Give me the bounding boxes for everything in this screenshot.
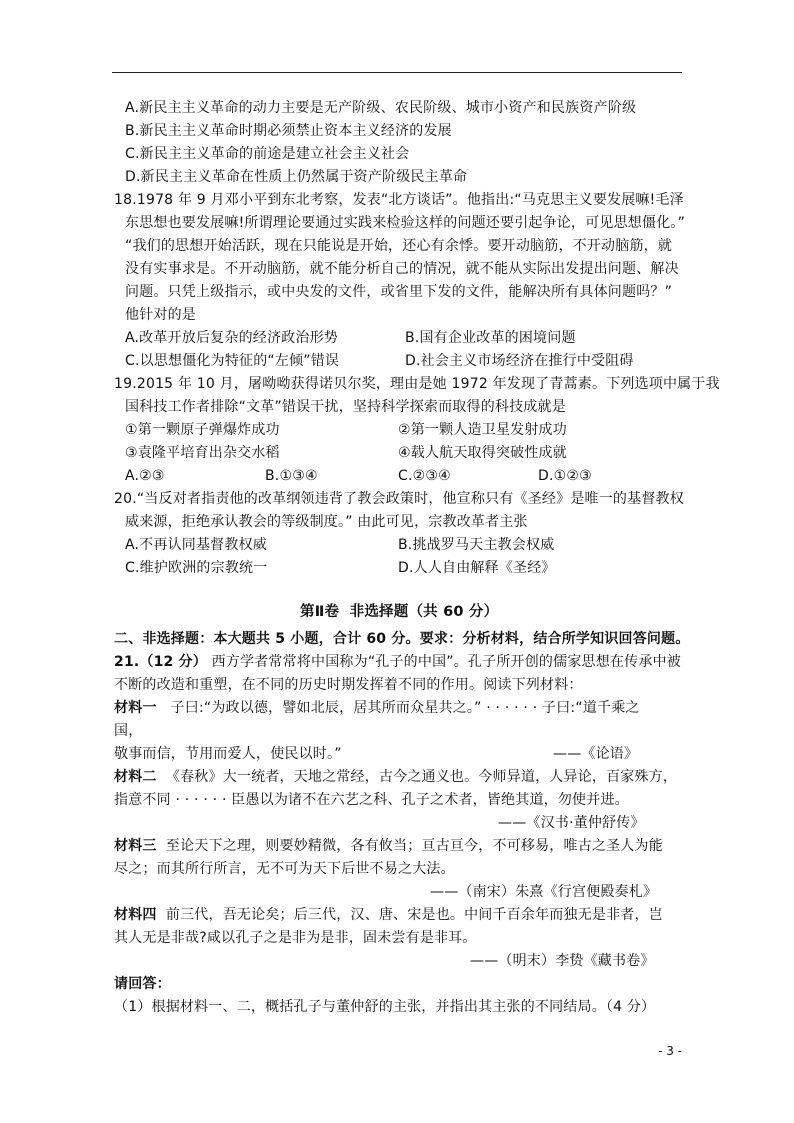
material-3-line1: [114, 838, 663, 854]
page-number: - 3 -: [658, 1044, 682, 1058]
q21-intro-line1: [114, 654, 681, 670]
material-2-source: ——《汉书·董仲舒传》: [498, 815, 645, 831]
q17-option-a: A.新民主主义革命的动力主要是无产阶级、农民阶级、城市小资产和民族资产阶级: [125, 100, 637, 116]
q20-option-b: B.挑战罗马天主教会权威: [398, 537, 555, 553]
material-2-label: 材料二: [114, 769, 157, 785]
material-1-source: ——《论语》: [553, 746, 639, 762]
material-3-source: ——（南宋）朱熹《行宫便殿奏札》: [430, 884, 658, 900]
q19-option-c: C.②③④: [398, 468, 451, 484]
material-1-label: 材料一: [114, 700, 157, 716]
q21-subquestion-1: （1）根据材料一、二，概括孔子与董仲舒的主张，并指出其主张的不同结局。（4 分）: [114, 999, 656, 1015]
material-2-text: 《春秋》大一统者，天地之常经，古今之通义也。今师异道，人异论，百家殊方，: [156, 769, 678, 785]
material-2-line1: [114, 769, 677, 785]
material-4-label: 材料四: [114, 907, 157, 923]
q20-stem-line1: 20.“当反对者指责他的改革纲领违背了教会政策时，他宣称只有《圣经》是唯一的基督教权: [114, 491, 684, 507]
material-1-line3: 敬事而信，节用而爱人，使民以时。”: [114, 746, 342, 762]
material-2-line2: 指意不同 · · · · · · 臣愚以为诸不在六艺之科、孔子之术者，皆绝其道，勿使并进。: [114, 792, 629, 808]
q19-statement-4: ④载人航天取得突破性成就: [398, 445, 567, 461]
material-1-text: 子曰:“为政以德，譬如北辰，居其所而众星共之。” · · · · · · 子曰:“道千乘之: [156, 700, 640, 716]
part2-title: 第Ⅱ卷 非选择题（共 60 分）: [300, 604, 499, 620]
q19-statement-2: ②第一颗人造卫星发射成功: [398, 422, 567, 438]
material-4-text: 前三代，吾无论矣；后三代，汉、唐、宋是也。中间千百余年而独无是非者，岂: [156, 907, 663, 923]
header-rule: [112, 72, 682, 73]
material-1-line1: [114, 700, 640, 716]
q18-stem-line1: 18.1978 年 9 月邓小平到东北考察，发表“北方谈话”。他指出:“马克思主义要发展嘛!毛泽: [114, 192, 684, 208]
q20-option-a: A.不再认同基督教权威: [125, 537, 267, 553]
q17-option-b: B.新民主主义革命时期必须禁止资本主义经济的发展: [125, 123, 452, 139]
q19-option-a: A.②③: [125, 468, 165, 484]
q19-stem-line2: 国科技工作者排除“文革”错误干扰，坚持科学探索而取得的科技成就是: [125, 399, 566, 415]
q18-option-a: A.改革开放后复杂的经济政治形势: [125, 330, 338, 346]
q19-option-d: D.①②③: [538, 468, 592, 484]
material-3-line2: 尽之；而其所行所言，无不可为天下后世不易之大法。: [114, 861, 455, 877]
part2-instruction: 二、非选择题：本大题共 5 小题，合计 60 分。要求：分析材料，结合所学知识回答问题。: [114, 631, 690, 647]
q18-stem-line5: 问题。只凭上级指示，或中央发的文件，或省里下发的文件，能解决所有具体问题吗？”: [125, 284, 673, 300]
q20-option-c: C.维护欧洲的宗教统一: [125, 560, 268, 576]
q18-stem-line6: 他针对的是: [125, 307, 196, 323]
q18-stem-line2: 东思想也要发展嘛!所谓理论要通过实践来检验这样的问题还要引起争论，可见思想僵化。”: [125, 215, 686, 231]
material-3-label: 材料三: [114, 838, 157, 854]
q19-statement-3: ③袁隆平培育出杂交水稻: [125, 445, 280, 461]
q18-option-d: D.社会主义市场经济在推行中受阻碍: [405, 353, 634, 369]
q19-option-b: B.①③④: [265, 468, 318, 484]
q21-intro-line2: 不断的改造和重塑，在不同的历史时期发挥着不同的作用。阅读下列材料：: [114, 677, 583, 693]
q18-stem-line3: “我们的思想开始活跃，现在只能说是开始，还心有余悸。要开动脑筋，不开动脑筋，就: [125, 238, 673, 254]
material-4-line1: [114, 907, 663, 923]
material-1-line2: 国，: [114, 723, 143, 739]
q18-stem-line4: 没有实事求是。不开动脑筋，就不能分析自己的情况，就不能从实际出发提出问题、解决: [125, 261, 679, 277]
q19-statement-1: ①第一颗原子弹爆炸成功: [125, 422, 280, 438]
q17-option-d: D.新民主主义革命在性质上仍然属于资产阶级民主革命: [125, 169, 468, 185]
q18-option-b: B.国有企业改革的困境问题: [405, 330, 576, 346]
material-3-text: 至论天下之理，则要妙精微，各有攸当；亘古亘今，不可移易，唯古之圣人为能: [156, 838, 663, 854]
q17-option-c: C.新民主主义革命的前途是建立社会主义社会: [125, 146, 410, 162]
q21-intro-text: 西方学者常常将中国称为“孔子的中国”。孔子所开创的儒家思想在传承中被: [206, 654, 681, 670]
answer-prompt: 请回答：: [114, 976, 171, 992]
material-4-line2: 其人无是非哉?咸以孔子之是非为是非，固未尝有是非耳。: [114, 930, 477, 946]
q21-number: 21.（12 分）: [114, 654, 207, 670]
q18-option-c: C.以思想僵化为特征的“左倾”错误: [125, 353, 340, 369]
q19-stem-line1: 19.2015 年 10 月，屠呦呦获得诺贝尔奖，理由是她 1972 年发现了青蒿素。下列选项中属于我: [114, 376, 720, 392]
material-4-source: ——（明末）李贽《藏书卷》: [470, 953, 655, 969]
q20-option-d: D.人人自由解释《圣经》: [398, 560, 556, 576]
q20-stem-line2: 威来源，拒绝承认教会的等级制度。” 由此可见，宗教改革者主张: [125, 514, 528, 530]
